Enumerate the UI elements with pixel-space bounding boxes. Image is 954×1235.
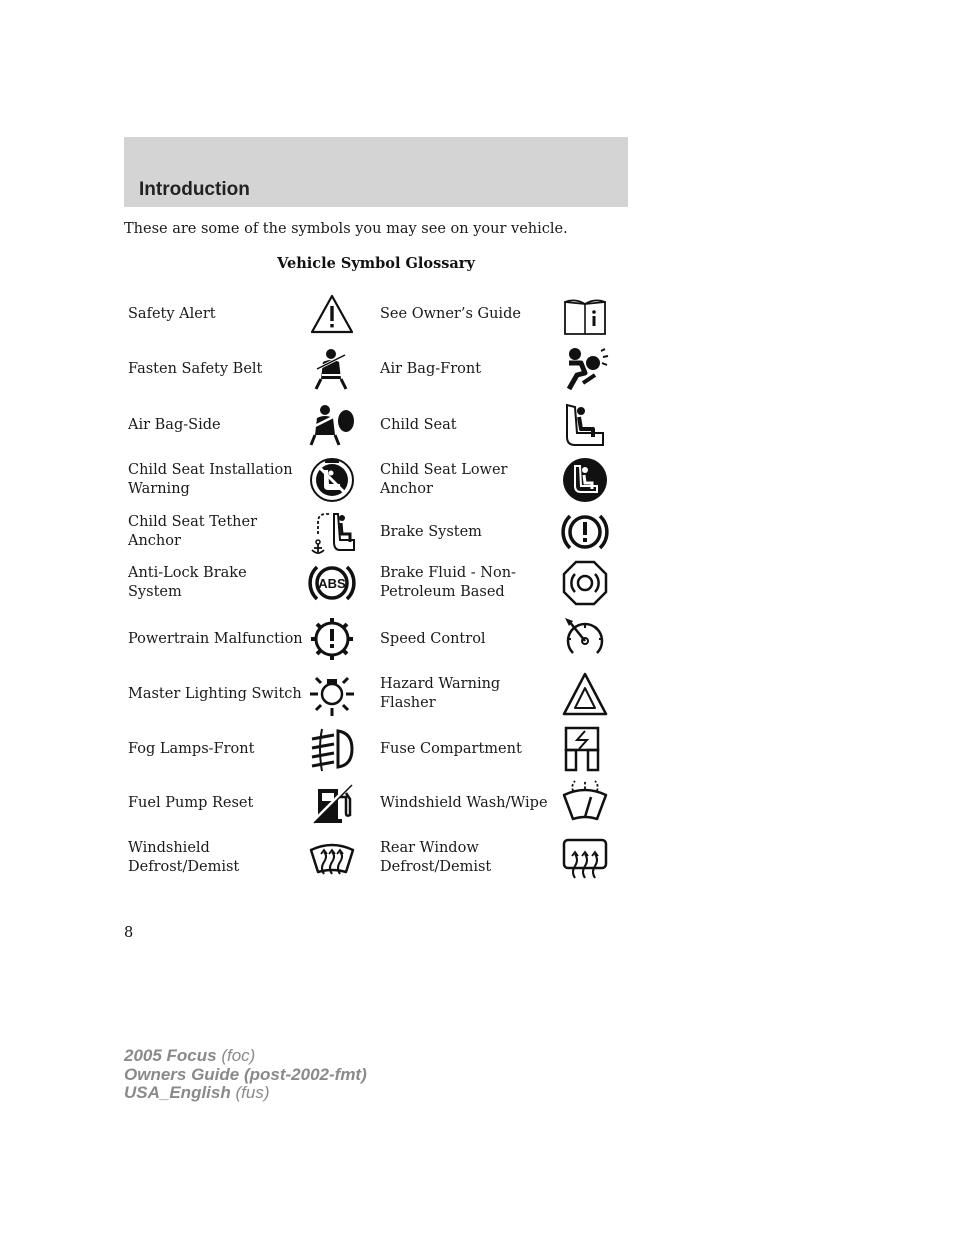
footer-line-guide: Owners Guide (post-2002-fmt) bbox=[124, 1064, 367, 1084]
brake-system-icon bbox=[561, 508, 609, 556]
symbol-label: Hazard Warning Flasher bbox=[380, 676, 501, 711]
powertrain-malfunction-icon bbox=[308, 615, 356, 663]
child-seat-icon bbox=[561, 401, 609, 449]
symbol-label: Windshield Wash/Wipe bbox=[380, 794, 548, 811]
symbol-label: Windshield Defrost/Demist bbox=[128, 840, 240, 875]
fuse-compartment-icon bbox=[561, 725, 609, 773]
glossary-row bbox=[124, 830, 628, 886]
owners-guide-icon bbox=[561, 290, 609, 338]
symbol-label: Child Seat Lower Anchor bbox=[380, 462, 508, 497]
master-lighting-switch-icon bbox=[308, 670, 356, 718]
symbol-label: Fuel Pump Reset bbox=[128, 794, 254, 811]
symbol-label: Fog Lamps-Front bbox=[128, 740, 255, 757]
glossary-row bbox=[124, 555, 628, 611]
footer-line-model: 2005 Focus (foc) bbox=[124, 1046, 256, 1065]
child-seat-installation-warning-icon bbox=[308, 456, 356, 504]
airbag-front-icon bbox=[561, 345, 609, 393]
fuel-pump-reset-icon bbox=[308, 779, 356, 827]
symbol-label: Safety Alert bbox=[128, 305, 216, 322]
symbol-label: Brake Fluid - Non-Petroleum Based bbox=[380, 565, 516, 600]
windshield-defrost-icon bbox=[308, 834, 356, 882]
glossary-row bbox=[124, 397, 628, 453]
glossary-row bbox=[124, 775, 628, 831]
glossary-row bbox=[124, 504, 628, 560]
child-seat-lower-anchor-icon bbox=[561, 456, 609, 504]
symbol-label: Fuse Compartment bbox=[380, 740, 522, 757]
svg-text:ABS: ABS bbox=[318, 576, 346, 591]
glossary-row bbox=[124, 666, 628, 722]
symbol-label: Child Seat Tether Anchor bbox=[128, 514, 257, 549]
abs-icon bbox=[308, 559, 356, 607]
glossary-row bbox=[124, 452, 628, 508]
child-seat-tether-anchor-icon bbox=[308, 508, 356, 556]
windshield-wash-wipe-icon bbox=[561, 779, 609, 827]
hazard-warning-icon bbox=[561, 670, 609, 718]
symbol-label: Anti-Lock Brake System bbox=[128, 565, 247, 600]
airbag-side-icon bbox=[308, 401, 356, 449]
symbol-label: See Owner’s Guide bbox=[380, 305, 521, 322]
intro-text: These are some of the symbols you may see on your vehicle. bbox=[124, 221, 568, 237]
speed-control-icon bbox=[561, 615, 609, 663]
safety-alert-icon bbox=[308, 290, 356, 338]
document-footer bbox=[124, 1047, 367, 1103]
brake-fluid-icon bbox=[561, 559, 609, 607]
symbol-label: Powertrain Malfunction bbox=[128, 630, 303, 647]
symbol-label: Fasten Safety Belt bbox=[128, 360, 263, 377]
symbol-label: Child Seat bbox=[380, 416, 457, 433]
glossary-row bbox=[124, 341, 628, 397]
symbol-label: Brake System bbox=[380, 523, 482, 540]
symbol-label: Speed Control bbox=[380, 630, 486, 647]
symbol-label: Air Bag-Side bbox=[128, 416, 221, 433]
symbol-label: Child Seat Installation Warning bbox=[128, 462, 293, 497]
glossary-row bbox=[124, 286, 628, 342]
safety-belt-icon bbox=[308, 345, 356, 393]
symbol-label: Air Bag-Front bbox=[380, 360, 482, 377]
glossary-row bbox=[124, 721, 628, 777]
page-number: 8 bbox=[124, 925, 134, 941]
symbol-label: Rear Window Defrost/Demist bbox=[380, 840, 492, 875]
glossary-row bbox=[124, 611, 628, 667]
rear-window-defrost-icon bbox=[561, 834, 609, 882]
footer-line-language: USA_English (fus) bbox=[124, 1083, 270, 1102]
symbol-label: Master Lighting Switch bbox=[128, 685, 302, 702]
glossary-title: Vehicle Symbol Glossary bbox=[277, 255, 475, 272]
fog-lamps-icon bbox=[308, 725, 356, 773]
section-title: Introduction bbox=[139, 179, 250, 200]
section-header bbox=[124, 137, 628, 207]
